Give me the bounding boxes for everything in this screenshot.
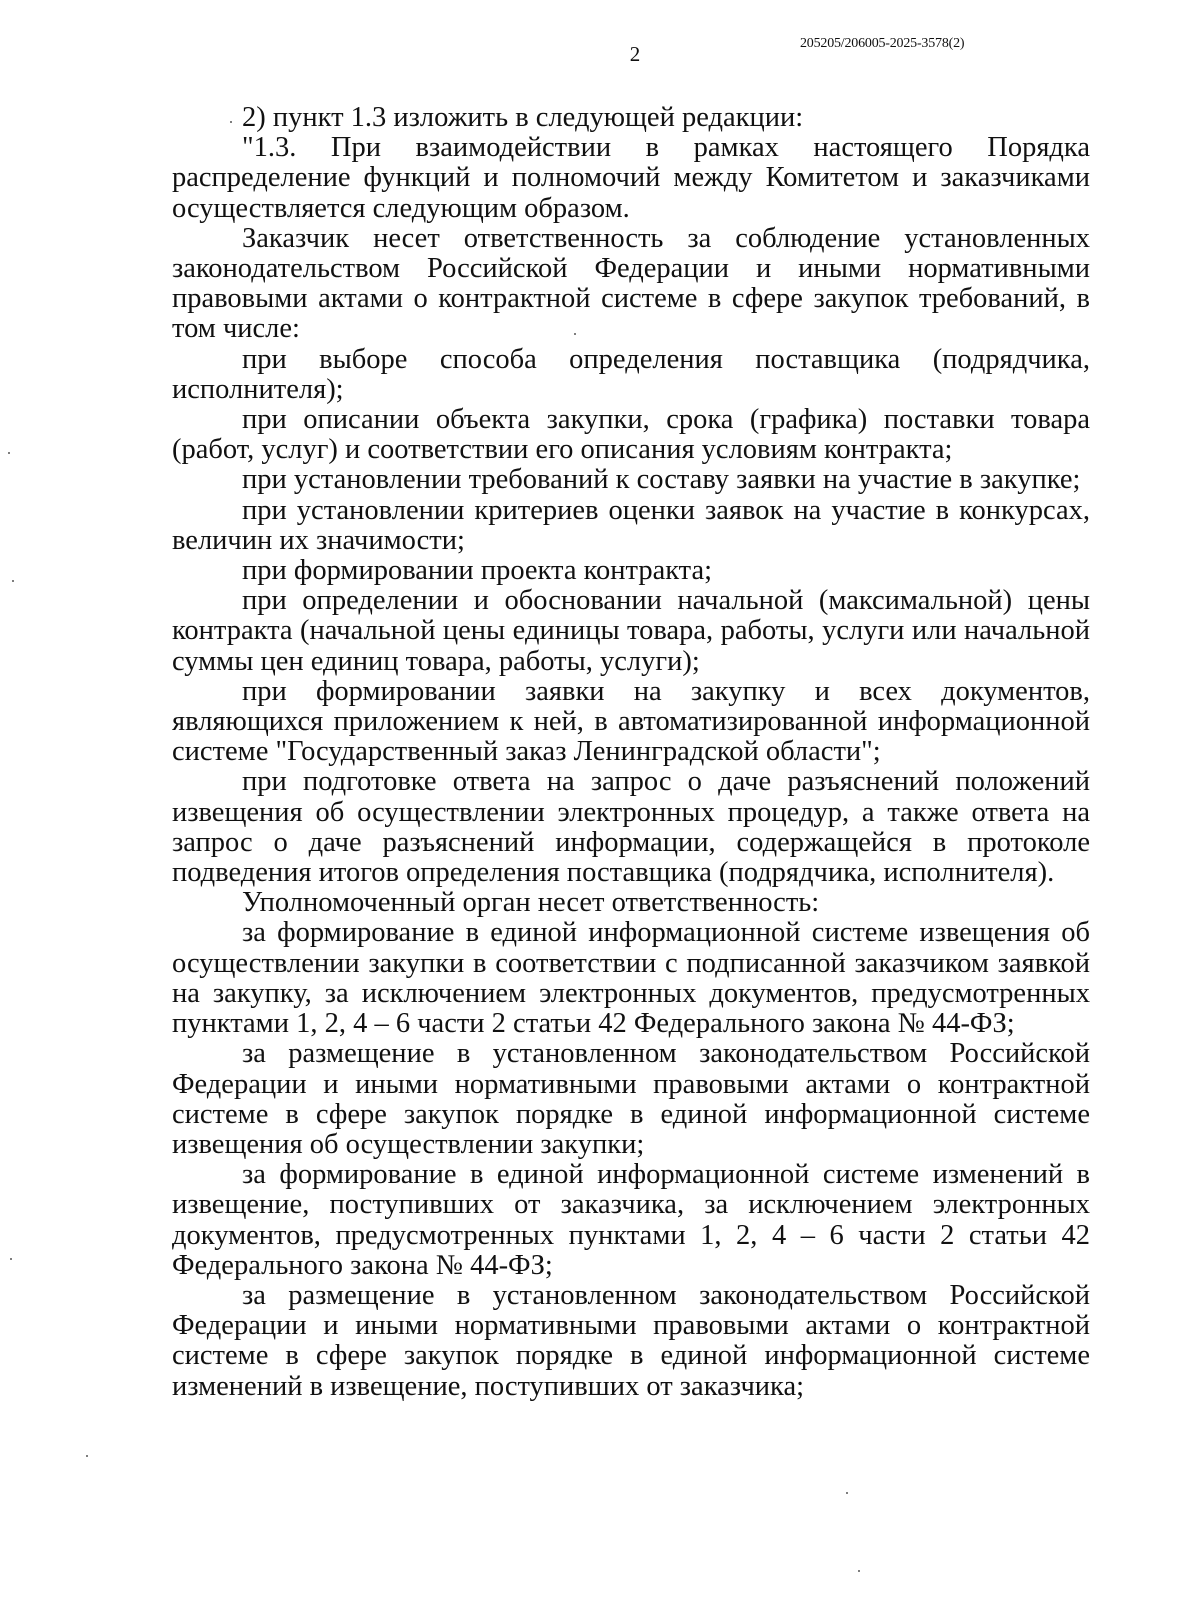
- paragraph: при установлении критериев оценки заявок на участие в конкурсах, величин их значимости;: [172, 494, 1090, 556]
- scan-speck: [574, 333, 576, 335]
- document-body: [172, 103, 1090, 1402]
- scan-speck: [846, 1492, 848, 1494]
- document-id: 205205/206005-2025-3578(2): [800, 36, 965, 51]
- scan-speck: [86, 1455, 88, 1457]
- paragraph: за формирование в единой информационной системе изменений в извещение, поступивших от заказчика, за исключением электронных документов, предусмотренных пунктами 1, 2, 4 – 6 части 2 статьи 42 Федерального закона № 44-ФЗ;: [172, 1159, 1090, 1281]
- scan-speck: [8, 452, 10, 454]
- scan-speck: [858, 1570, 860, 1572]
- paragraph: при установлении требований к составу заявки на участие в закупке;: [242, 464, 1081, 496]
- paragraph: за размещение в установленном законодательством Российской Федерации и иными нормативными правовыми актами о контрактной системе в сфере закупок порядке в единой информационной системе извещения об осуществлении закупки;: [172, 1038, 1090, 1160]
- scan-speck: [230, 121, 232, 123]
- paragraph: при подготовке ответа на запрос о даче разъяснений положений извещения об осуществлении электронных процедур, а также ответа на запрос о даче разъяснений информации, содержащейся в протоколе подведения итогов определения поставщика (подрядчика, исполнителя).: [172, 766, 1090, 889]
- paragraph: при определении и обосновании начальной (максимальной) цены контракта (начальной цены единицы товара, работы, услуги или начальной суммы цен единиц товара, работы, услуги);: [172, 585, 1090, 677]
- paragraph: при формировании проекта контракта;: [242, 555, 713, 587]
- paragraph: за размещение в установленном законодательством Российской Федерации и иными нормативными правовыми актами о контрактной системе в сфере закупок порядке в единой информационной системе изменений в извещение, поступивших от заказчика;: [172, 1279, 1090, 1402]
- scan-speck: [10, 1258, 12, 1260]
- paragraph: "1.3. При взаимодействии в рамках настоящего Порядка распределение функций и полномочий между Комитетом и заказчиками осуществляется следующим образом.: [172, 132, 1090, 224]
- page-number: 2: [629, 42, 641, 66]
- paragraph: 2) пункт 1.3 изложить в следующей редакции:: [242, 102, 804, 133]
- paragraph: при выборе способа определения поставщика (подрядчика, исполнителя);: [172, 343, 1090, 405]
- paragraph: за формирование в единой информационной системе извещения об осуществлении закупки в соответствии с подписанной заказчиком заявкой на закупку, за исключением электронных документов, предусмотренных пунктами 1, 2, 4 – 6 части 2 статьи 42 Федерального закона № 44-ФЗ;: [172, 917, 1090, 1040]
- paragraph: при описании объекта закупки, срока (графика) поставки товара (работ, услуг) и соответствии его описания условиям контракта;: [172, 404, 1090, 466]
- scan-speck: [12, 580, 14, 582]
- paragraph: Заказчик несет ответственность за соблюдение установленных законодательством Российской Федерации и иными нормативными правовыми актами о контрактной системе в сфере закупок требований, в том числе:: [172, 222, 1090, 345]
- paragraph: при формировании заявки на закупку и всех документов, являющихся приложением к ней, в автоматизированной информационной системе "Государственный заказ Ленинградской области";: [172, 675, 1090, 768]
- paragraph: Уполномоченный орган несет ответственность:: [242, 887, 820, 919]
